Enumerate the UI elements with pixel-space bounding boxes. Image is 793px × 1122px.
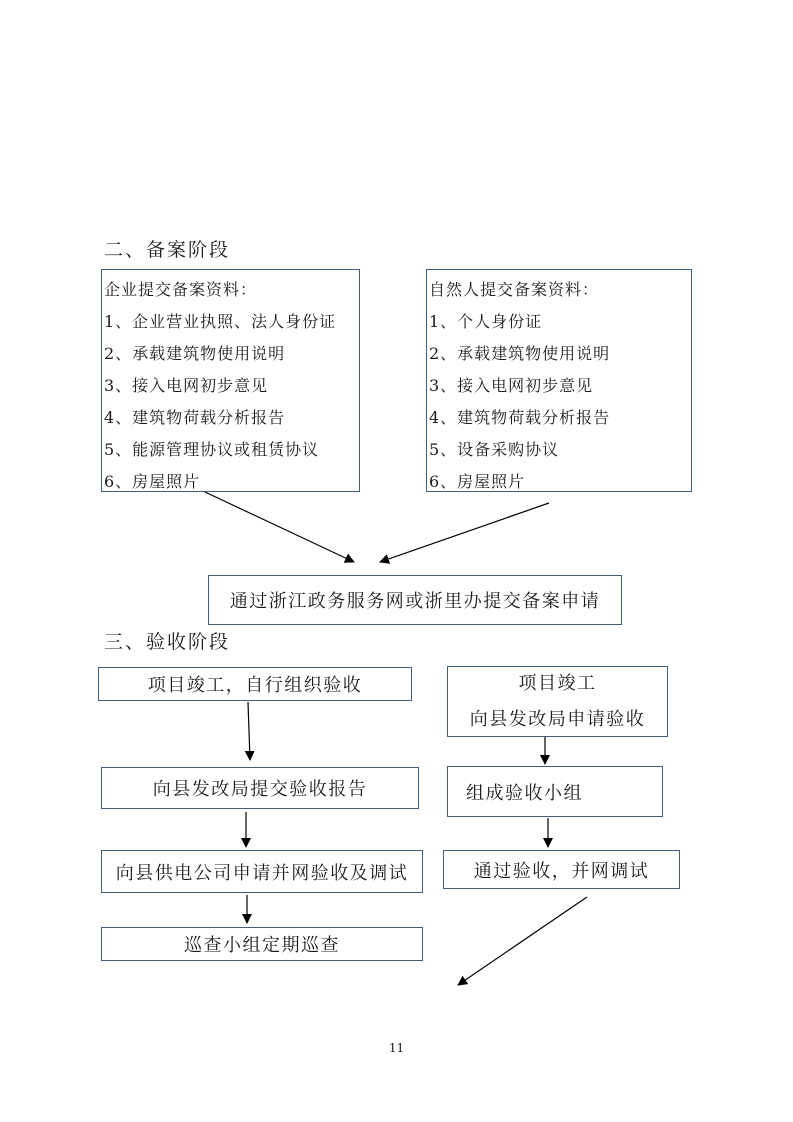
individual-material-item: 6、房屋照片 xyxy=(429,472,526,491)
left-step-1-box: 项目竣工，自行组织验收 xyxy=(98,667,412,701)
enterprise-material-item: 5、能源管理协议或租赁协议 xyxy=(104,440,320,459)
enterprise-material-item: 4、建筑物荷载分析报告 xyxy=(104,408,286,427)
page-number: 11 xyxy=(388,1041,405,1055)
arrow-right-3-out xyxy=(458,897,587,985)
arrow-individual-to-submit xyxy=(380,503,549,562)
enterprise-material-item: 6、房屋照片 xyxy=(104,472,201,491)
individual-material-item: 2、承载建筑物使用说明 xyxy=(429,344,611,363)
left-step-3-box: 向县供电公司申请并网验收及调试 xyxy=(101,850,423,893)
enterprise-material-item: 1、企业营业执照、法人身份证 xyxy=(104,312,337,331)
submit-filing-box: 通过浙江政务服务网或浙里办提交备案申请 xyxy=(208,575,622,625)
right-step-1-line-2: 向县发改局申请验收 xyxy=(469,708,646,730)
right-step-2-label: 组成验收小组 xyxy=(466,782,583,804)
individual-material-item: 3、接入电网初步意见 xyxy=(429,376,594,395)
left-step-4-box: 巡查小组定期巡查 xyxy=(101,927,423,961)
enterprise-material-item: 3、接入电网初步意见 xyxy=(104,376,269,395)
right-step-1-line-1: 项目竣工 xyxy=(518,672,597,694)
section-3-heading: 三、验收阶段 xyxy=(104,631,231,653)
individual-material-item: 1、个人身份证 xyxy=(429,312,543,331)
individual-material-item: 4、建筑物荷载分析报告 xyxy=(429,408,611,427)
individual-materials-title: 自然人提交备案资料： xyxy=(429,280,600,299)
left-step-2-box: 向县发改局提交验收报告 xyxy=(101,767,419,809)
individual-material-item: 5、设备采购协议 xyxy=(429,440,560,459)
section-2-heading: 二、备案阶段 xyxy=(104,239,231,261)
arrow-enterprise-to-submit xyxy=(205,492,354,562)
right-step-3-box: 通过验收，并网调试 xyxy=(443,850,680,889)
arrow-left-1-to-2 xyxy=(248,702,250,760)
enterprise-materials-title: 企业提交备案资料： xyxy=(104,280,258,299)
enterprise-material-item: 2、承载建筑物使用说明 xyxy=(104,344,286,363)
